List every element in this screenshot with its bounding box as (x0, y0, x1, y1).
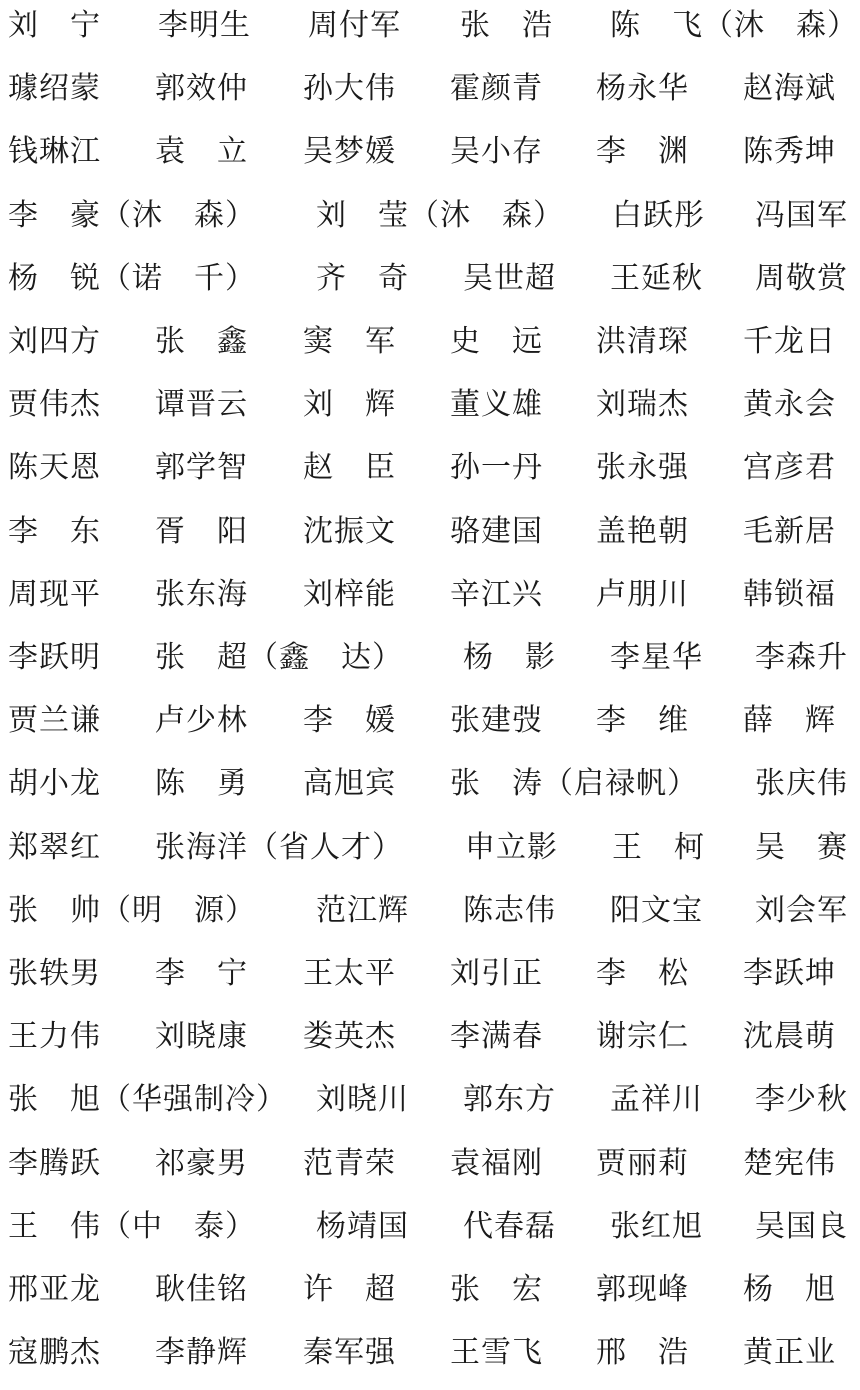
name-entry: 黄正业 (743, 1335, 836, 1371)
name-entry: 璩绍蒙 (8, 71, 101, 107)
name-entry: 李满春 (450, 1019, 543, 1055)
name-row (0, 63, 860, 126)
name-entry: 张 旭（华强制冷） (8, 1082, 287, 1118)
name-entry: 杨靖国 (316, 1208, 409, 1244)
name-entry: 张 宏 (450, 1272, 543, 1307)
name-entry: 杨 旭 (743, 1272, 836, 1307)
name-entry: 史 远 (450, 324, 543, 359)
name-row (0, 190, 860, 253)
name-entry: 刘 辉 (303, 387, 396, 423)
name-entry: 王 伟（中 泰） (8, 1208, 256, 1244)
name-entry: 刘瑞杰 (596, 387, 689, 423)
name-entry: 李 松 (596, 956, 689, 991)
name-entry: 钱琳江 (8, 134, 101, 170)
name-entry: 谢宗仁 (596, 1019, 689, 1055)
name-entry: 王雪飞 (450, 1335, 543, 1371)
name-entry: 千龙日 (743, 324, 836, 359)
name-entry: 邢亚龙 (8, 1272, 101, 1307)
name-entry: 袁福刚 (450, 1145, 543, 1181)
name-entry: 许 超 (303, 1272, 396, 1307)
name-entry: 吴梦媛 (303, 134, 396, 170)
name-entry: 吴小存 (450, 134, 543, 170)
name-entry: 祁豪男 (155, 1145, 248, 1181)
name-entry: 耿佳铭 (155, 1272, 248, 1307)
name-entry: 郭现峰 (596, 1272, 689, 1307)
name-entry: 李静辉 (155, 1335, 248, 1371)
name-entry: 周敬赏 (755, 260, 848, 296)
name-entry: 王延秋 (610, 260, 703, 296)
name-row (0, 506, 860, 569)
name-entry: 窦 军 (303, 324, 396, 359)
name-entry: 刘引正 (450, 956, 543, 991)
name-entry: 贾兰谦 (8, 703, 101, 739)
name-entry: 王 柯 (612, 829, 705, 865)
name-entry: 娄英杰 (303, 1019, 396, 1055)
name-row (0, 1011, 860, 1074)
name-row (0, 1264, 860, 1327)
name-entry: 张永强 (596, 450, 689, 486)
name-entry: 秦军强 (303, 1335, 396, 1371)
name-entry: 杨 影 (463, 640, 556, 675)
name-entry: 郭学智 (155, 450, 248, 486)
name-entry: 张庆伟 (755, 766, 848, 802)
name-entry: 吴 赛 (755, 829, 848, 865)
name-entry: 盖艳朝 (596, 513, 689, 549)
name-entry: 李 维 (596, 703, 689, 739)
name-entry: 李 媛 (303, 703, 396, 739)
name-entry: 胥 阳 (155, 513, 248, 549)
name-row (0, 316, 860, 379)
name-entry: 李跃坤 (743, 956, 836, 991)
name-row (0, 0, 860, 63)
name-entry: 孙一丹 (450, 450, 543, 486)
name-entry: 李 豪（沐 森） (8, 197, 256, 233)
name-entry: 韩锁福 (743, 576, 836, 612)
name-entry: 卢朋川 (596, 576, 689, 612)
name-entry: 毛新居 (743, 513, 836, 549)
name-entry: 李 东 (8, 513, 101, 549)
name-entry: 陈 飞（沐 森） (610, 8, 858, 43)
name-entry: 赵海斌 (743, 71, 836, 107)
name-entry: 刘梓能 (303, 576, 396, 612)
name-entry: 白跃彤 (612, 197, 705, 233)
name-entry: 代春磊 (463, 1208, 556, 1244)
name-row (0, 632, 860, 695)
name-entry: 宫彦君 (743, 450, 836, 486)
name-entry: 黄永会 (743, 387, 836, 423)
name-entry: 张 帅（明 源） (8, 892, 256, 928)
name-entry: 王力伟 (8, 1019, 101, 1055)
name-entry: 李明生 (158, 8, 251, 43)
name-entry: 冯国军 (755, 197, 848, 233)
name-entry: 刘 莹（沐 森） (316, 197, 564, 233)
name-entry: 赵 臣 (303, 450, 396, 486)
name-entry: 李星华 (610, 640, 703, 675)
name-row (0, 1201, 860, 1264)
name-entry: 张建弢 (450, 703, 543, 739)
name-entry: 李森升 (755, 640, 848, 675)
name-entry: 李 渊 (596, 134, 689, 170)
name-entry: 张轶男 (8, 956, 101, 991)
name-row (0, 948, 860, 1011)
name-entry: 李腾跃 (8, 1145, 101, 1181)
name-entry: 郑翠红 (8, 829, 101, 865)
name-entry: 辛江兴 (450, 576, 543, 612)
name-entry: 骆建国 (450, 513, 543, 549)
name-entry: 郭效仲 (155, 71, 248, 107)
name-row (0, 442, 860, 505)
name-entry: 贾丽莉 (596, 1145, 689, 1181)
name-row (0, 885, 860, 948)
name-row (0, 1327, 860, 1390)
name-entry: 楚宪伟 (743, 1145, 836, 1181)
name-row (0, 695, 860, 758)
name-entry: 薛 辉 (743, 703, 836, 739)
name-entry: 贾伟杰 (8, 387, 101, 423)
name-entry: 张东海 (155, 576, 248, 612)
name-entry: 张 鑫 (155, 324, 248, 359)
name-entry: 阳文宝 (610, 892, 703, 928)
name-entry: 董义雄 (450, 387, 543, 423)
name-entry: 沈振文 (303, 513, 396, 549)
name-entry: 杨 锐（诺 千） (8, 260, 256, 296)
name-entry: 吴世超 (463, 260, 556, 296)
name-entry: 张 超（鑫 达） (155, 640, 403, 675)
name-entry: 高旭宾 (303, 766, 396, 802)
name-entry: 范江辉 (316, 892, 409, 928)
name-entry: 陈 勇 (155, 766, 248, 802)
name-entry: 袁 立 (155, 134, 248, 170)
name-entry: 张红旭 (610, 1208, 703, 1244)
name-entry: 刘晓康 (155, 1019, 248, 1055)
name-entry: 范青荣 (303, 1145, 396, 1181)
name-row (0, 379, 860, 442)
name-row (0, 569, 860, 632)
name-row (0, 126, 860, 189)
name-entry: 齐 奇 (316, 260, 409, 296)
name-entry: 寇鹏杰 (8, 1335, 101, 1371)
name-entry: 沈晨萌 (743, 1019, 836, 1055)
name-entry: 孟祥川 (610, 1082, 703, 1118)
name-entry: 刘 宁 (8, 8, 101, 43)
name-entry: 周现平 (8, 576, 101, 612)
name-entry: 吴国良 (755, 1208, 848, 1244)
name-entry: 陈秀坤 (743, 134, 836, 170)
name-entry: 孙大伟 (303, 71, 396, 107)
name-entry: 申立影 (465, 829, 558, 865)
name-row (0, 253, 860, 316)
name-entry: 刘晓川 (316, 1082, 409, 1118)
name-entry: 霍颜青 (450, 71, 543, 107)
name-entry: 刘会军 (755, 892, 848, 928)
name-entry: 李跃明 (8, 640, 101, 675)
name-entry: 王太平 (303, 956, 396, 991)
name-entry: 卢少林 (155, 703, 248, 739)
name-row (0, 822, 860, 885)
name-entry: 胡小龙 (8, 766, 101, 802)
name-entry: 李 宁 (155, 956, 248, 991)
name-row (0, 1074, 860, 1137)
name-entry: 李少秋 (755, 1082, 848, 1118)
name-entry: 邢 浩 (596, 1335, 689, 1371)
name-entry: 陈天恩 (8, 450, 101, 486)
name-entry: 刘四方 (8, 324, 101, 359)
name-entry: 陈志伟 (463, 892, 556, 928)
name-entry: 郭东方 (463, 1082, 556, 1118)
name-entry: 张海洋（省人才） (155, 829, 403, 865)
name-entry: 张 浩 (460, 8, 553, 43)
name-entry: 张 涛（启禄帆） (450, 766, 698, 802)
name-row (0, 1138, 860, 1201)
name-entry: 杨永华 (596, 71, 689, 107)
name-entry: 周付军 (308, 8, 401, 43)
name-entry: 洪清琛 (596, 324, 689, 359)
name-row (0, 758, 860, 821)
name-entry: 谭晋云 (155, 387, 248, 423)
